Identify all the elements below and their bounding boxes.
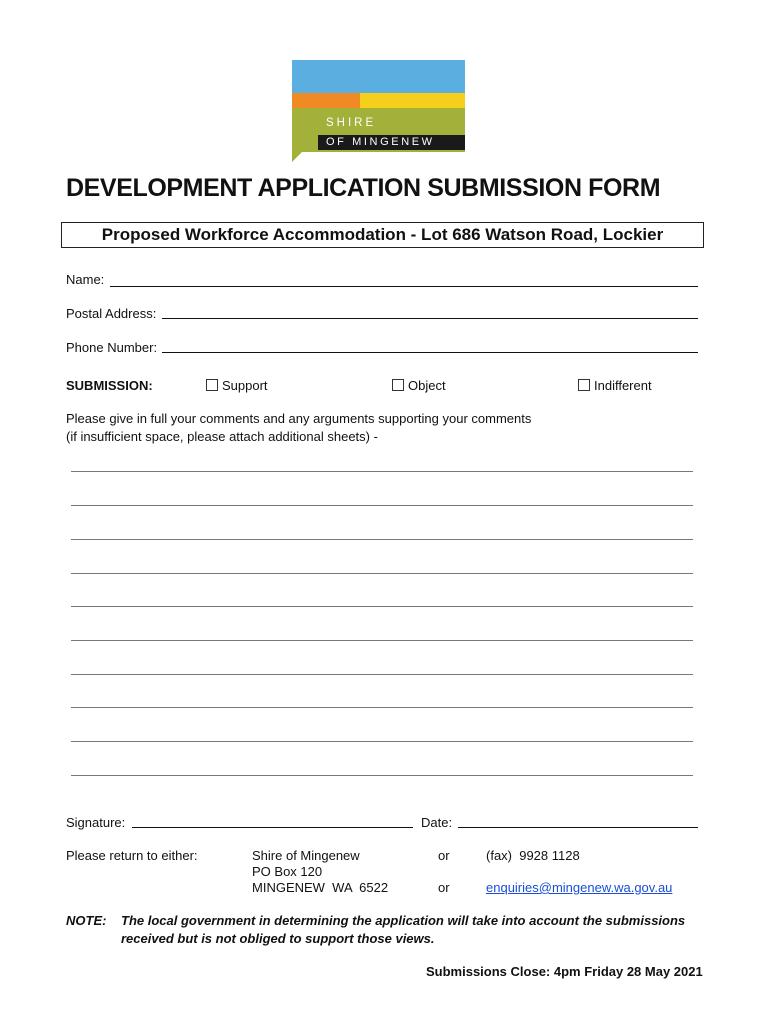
- comment-line[interactable]: [71, 471, 693, 472]
- note-line-1: The local government in determining the application will take into account the submissions: [121, 913, 686, 928]
- comment-line[interactable]: [71, 741, 693, 742]
- fax-number: (fax) 9928 1128: [486, 848, 580, 863]
- instructions-line-2: (if insufficient space, please attach additional sheets) -: [66, 429, 378, 444]
- address-line-3: MINGENEW WA 6522: [252, 880, 389, 895]
- comment-line[interactable]: [71, 775, 693, 776]
- date-field[interactable]: [458, 827, 698, 828]
- note-line-2: received but is not obliged to support those views.: [121, 931, 435, 946]
- address-line-1: Shire of Mingenew: [252, 848, 360, 863]
- date-label: Date:: [421, 815, 453, 830]
- proposal-title: Proposed Workforce Accommodation - Lot 686 Watson Road, Lockier: [61, 222, 704, 248]
- logo-yellow-band: [360, 93, 465, 108]
- object-checkbox-box[interactable]: [392, 379, 404, 391]
- object-checkbox-label: Object: [408, 378, 446, 393]
- logo-tail: [292, 152, 302, 162]
- indifferent-checkbox-box[interactable]: [578, 379, 590, 391]
- comment-line[interactable]: [71, 539, 693, 540]
- postal-address-field[interactable]: [162, 318, 698, 319]
- phone-number-field[interactable]: [162, 352, 698, 353]
- comment-line[interactable]: [71, 573, 693, 574]
- postal-address-label: Postal Address:: [66, 306, 157, 321]
- logo-blue-band: [292, 60, 465, 93]
- return-label: Please return to either:: [66, 848, 198, 863]
- object-checkbox[interactable]: [392, 378, 446, 393]
- phone-number-label: Phone Number:: [66, 340, 158, 355]
- or-text: or: [438, 880, 450, 895]
- or-text: or: [438, 848, 450, 863]
- logo-orange-band: [292, 93, 360, 108]
- form-title: DEVELOPMENT APPLICATION SUBMISSION FORM: [66, 174, 661, 202]
- instructions-line-1: Please give in full your comments and any arguments supporting your comments: [66, 411, 532, 426]
- indifferent-checkbox[interactable]: [578, 378, 652, 393]
- note-label: NOTE:: [66, 913, 107, 928]
- signature-field[interactable]: [132, 827, 413, 828]
- email-link[interactable]: enquiries@mingenew.wa.gov.au: [486, 880, 673, 895]
- shire-logo: [292, 60, 465, 156]
- signature-label: Signature:: [66, 815, 126, 830]
- comment-line[interactable]: [71, 707, 693, 708]
- submissions-close: Submissions Close: 4pm Friday 28 May 2021: [426, 964, 703, 979]
- name-field[interactable]: [110, 286, 698, 287]
- support-checkbox[interactable]: [206, 378, 268, 393]
- comment-line[interactable]: [71, 640, 693, 641]
- support-checkbox-label: Support: [222, 378, 268, 393]
- comment-line[interactable]: [71, 606, 693, 607]
- indifferent-checkbox-label: Indifferent: [594, 378, 652, 393]
- address-line-2: PO Box 120: [252, 864, 323, 879]
- support-checkbox-box[interactable]: [206, 379, 218, 391]
- logo-text-shire: SHIRE: [326, 117, 377, 129]
- comment-line[interactable]: [71, 674, 693, 675]
- submission-label: SUBMISSION:: [66, 378, 153, 393]
- logo-text-mingenew: OF MINGENEW: [326, 136, 435, 148]
- comment-line[interactable]: [71, 505, 693, 506]
- name-label: Name:: [66, 272, 105, 287]
